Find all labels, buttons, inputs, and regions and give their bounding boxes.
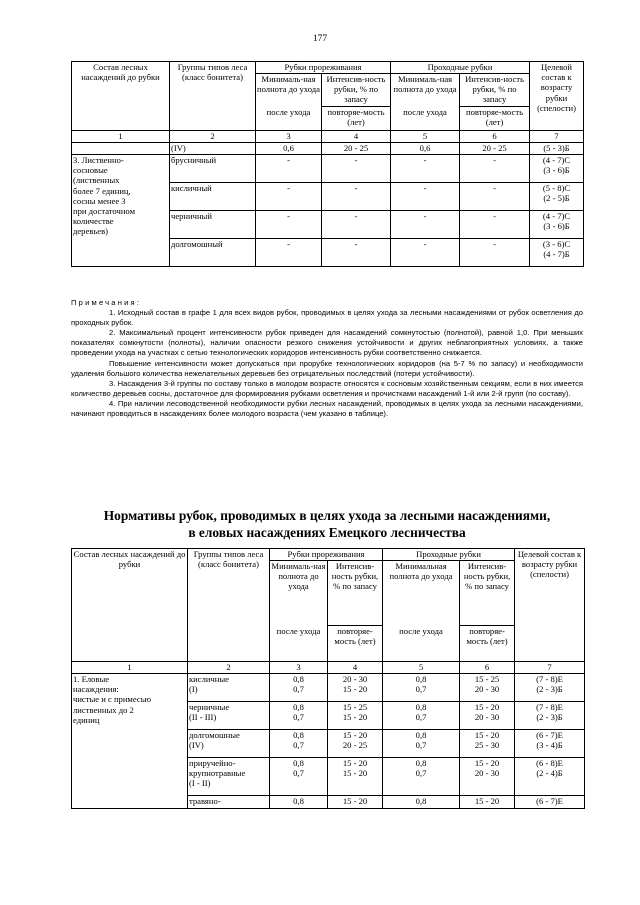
col-num: 5 — [383, 662, 460, 674]
header-after: после ухода — [383, 626, 460, 662]
header-target: Целевой состав к возрасту рубки (спелости) — [515, 549, 585, 662]
table-row: долгомошный - - - - (3 - 6)С (4 - 7)Б — [72, 239, 584, 267]
header-intensity: Интенсив-ность рубки, % по запасу — [460, 561, 515, 626]
header-thinning: Рубки прореживания — [256, 62, 391, 74]
header-composition: Состав лесных насаждений до рубки — [72, 62, 170, 131]
header-forest-type: Группы типов леса (класс бонитета) — [188, 549, 270, 662]
col-num: 6 — [460, 131, 530, 143]
table-row: 1. Еловые насаждения: чистые и с примесью лиственных до 2 единиц кисличные (I) 0,8 0,7 20 - 30 15 - 20 0,8 0,7 15 - 25 20 - 30 (7 - 8)Е (2 - 3)Б — [72, 674, 585, 702]
table-row: (IV) 0,6 20 - 25 0,6 20 - 25 (5 - 3)Б — [72, 143, 584, 155]
header-repeat: повторяе-мость (лет) — [328, 626, 383, 662]
note-paragraph: 1. Исходный состав в графе 1 для всех видов рубок, проводимых в целях ухода за лесными насаждениями от рубок осветления до проходных рубок. — [71, 308, 583, 328]
note-paragraph: 2. Максимальный процент интенсивности рубок приведен для насаждений сомкнутостью (полнотой), равной 1,0. При меньших показателях сомкнутости (полноты), наличии опасности резкого снижения устойчивости и других неблагоприятных условиях, а также проведении ухода на участках с сетью технологических коридоров интенсивность рубки соответственно снижается. — [71, 328, 583, 358]
note-paragraph: 4. При наличии лесоводственной необходимости рубки лесных насаждений, проводимых в целях ухода за лесными насаждениями, начинают проводиться в насаждениях более молодого возраста (чем указано в таблице). — [71, 398, 583, 419]
header-min-density: Минимальная полнота до ухода — [383, 561, 460, 626]
header-min-density: Минималь-ная полнота до ухода — [391, 74, 460, 107]
header-after: после ухода — [256, 107, 322, 131]
header-thinning: Рубки прореживания — [270, 549, 383, 561]
col-num: 3 — [270, 662, 328, 674]
title-line: в еловых насаждениях Емецкого лесничества — [188, 524, 466, 540]
col-num: 2 — [188, 662, 270, 674]
header-passage: Проходные рубки — [391, 62, 530, 74]
header-after: после ухода — [391, 107, 460, 131]
col-num: 7 — [530, 131, 584, 143]
col-num: 1 — [72, 131, 170, 143]
group-label: 1. Еловые насаждения: чистые и с примесью лиственных до 2 единиц — [72, 674, 188, 809]
col-num: 4 — [328, 662, 383, 674]
header-target: Целевой состав к возрасту рубки (спелости) — [530, 62, 584, 131]
col-num: 1 — [72, 662, 188, 674]
table-row: черничные (II - III) 0,8 0,7 15 - 25 15 - 20 0,8 0,7 15 - 20 20 - 30 (7 - 8)Е (2 - 3)Б — [72, 702, 585, 730]
group-label: 3. Лиственно- сосновые (лиственных более 7 единиц, сосны менее 3 при достаточном количестве деревьев) — [72, 155, 170, 267]
col-num: 5 — [391, 131, 460, 143]
header-passage: Проходные рубки — [383, 549, 515, 561]
header-intensity: Интенсив-ность рубки, % по запасу — [328, 561, 383, 626]
note-paragraph: 3. Насаждения 3-й группы по составу только в молодом возрасте относятся к сосновым хозяйственным секциям, если в них имеется количество деревьев сосны, достаточное для формирования рубками осветления и прочистками насаждений 1-й или 2-й групп (по составу). — [71, 378, 583, 398]
table-row: кисличный - - - - (5 - 8)С (2 - 5)Б — [72, 183, 584, 211]
thinning-norms-table-pine — [71, 61, 584, 267]
header-forest-type: Группы типов леса (класс бонитета) — [170, 62, 256, 131]
header-repeat: повторяе-мость (лет) — [460, 626, 515, 662]
header-repeat: повторяе-мость (лет) — [460, 107, 530, 131]
col-num: 4 — [322, 131, 391, 143]
section-title — [60, 508, 594, 541]
col-num: 3 — [256, 131, 322, 143]
header-repeat: повторяе-мость (лет) — [322, 107, 391, 131]
header-min-density: Минималь-ная полнота до ухода — [270, 561, 328, 626]
thinning-norms-table-spruce — [71, 548, 585, 809]
header-intensity: Интенсив-ность рубки, % по запасу — [322, 74, 391, 107]
notes-heading: Примечания: — [71, 298, 142, 307]
notes — [71, 298, 583, 419]
table-row: долгомошные (IV) 0,8 0,7 15 - 20 20 - 25 0,8 0,7 15 - 20 25 - 30 (6 - 7)Е (3 - 4)Б — [72, 730, 585, 758]
header-after: после ухода — [270, 626, 328, 662]
table-row: приручейно- крупнотравные (I - II) 0,8 0,7 15 - 20 15 - 20 0,8 0,7 15 - 20 20 - 30 (6 - 8)Е (2 - 4)Б — [72, 758, 585, 796]
col-num: 7 — [515, 662, 585, 674]
col-num: 6 — [460, 662, 515, 674]
table-row: черничный - - - - (4 - 7)С (3 - 6)Б — [72, 211, 584, 239]
title-line: Нормативы рубок, проводимых в целях ухода за лесными насаждениями, — [103, 508, 551, 523]
page-number: 177 — [312, 34, 328, 44]
header-intensity: Интенсив-ность рубки, % по запасу — [460, 74, 530, 107]
col-num: 2 — [170, 131, 256, 143]
table-row: травяно- 0,8 15 - 20 0,8 15 - 20 (6 - 7)Е — [72, 796, 585, 809]
header-composition: Состав лесных насаждений до рубки — [72, 549, 188, 662]
note-paragraph: Повышение интенсивности может допускаться при прорубке технологических коридоров (на 5-7 % по запасу) и необходимости удаления большого количества нежелательных деревьев без отрицательных последствий (потери устойчивости). — [71, 358, 583, 378]
header-min-density: Минималь-ная полнота до ухода — [256, 74, 322, 107]
table-row: 3. Лиственно- сосновые (лиственных более 7 единиц, сосны менее 3 при достаточном количестве деревьев) брусничный - - - - (4 - 7)С (3 - 6)Б — [72, 155, 584, 183]
